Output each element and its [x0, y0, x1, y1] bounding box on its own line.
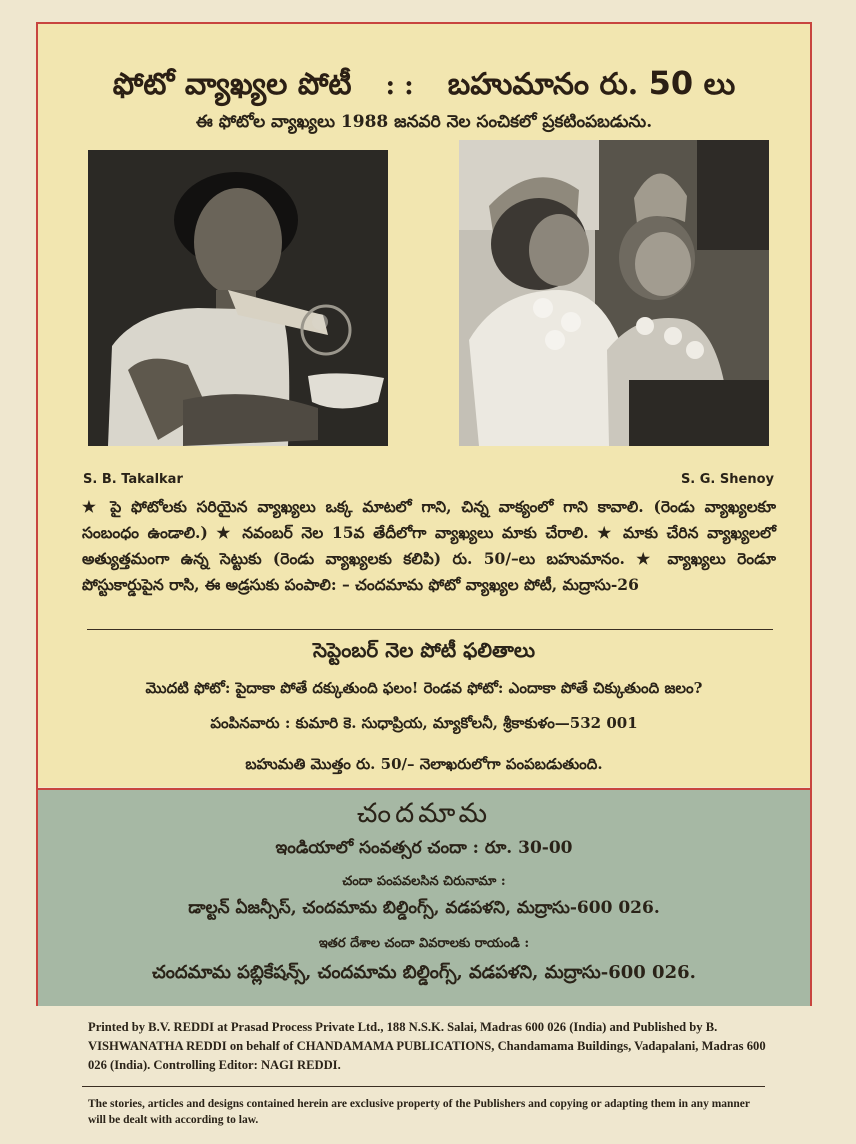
address-heading: చందా పంపవలసిన చిరునామా : — [342, 874, 506, 889]
photo-child-mirror-image — [459, 140, 769, 446]
prize-label — [448, 64, 735, 109]
contest-title-row — [38, 64, 810, 109]
photo-girl-bubble — [88, 150, 388, 446]
results-title: సెప్టెంబర్ నెల పోటీ ఫలితాలు — [312, 638, 535, 662]
contest-title: ఫోటో వ్యాఖ్యల పోటీ — [112, 67, 352, 102]
publications-address: చందమామ పబ్లికేషన్స్, చందమామ బిల్డింగ్స్, వడపళని, మద్రాసు-600 026. — [152, 962, 696, 983]
results-sender: పంపినవారు : కుమారి కె. సుధాప్రియ, మ్యాకోలనీ, శ్రీకాకుళం—532 001 — [210, 714, 638, 732]
section-divider — [87, 629, 773, 630]
photo-caption-contest — [38, 24, 810, 787]
magazine-name: చందమామ — [356, 798, 492, 829]
prize-prefix: బహుమానం రు. — [447, 67, 639, 102]
imprint-divider — [82, 1086, 765, 1087]
contest-subtitle: ఈ ఫోటోల వ్యాఖ్యలు 1988 జనవరి నెల సంచికలో ప్రకటింపబడును. — [195, 112, 653, 132]
india-subscription-rate: ఇండియాలో సంవత్సర చందా : రూ. 30-00 — [275, 838, 573, 858]
photo-credit-right: S. G. Shenoy — [680, 472, 774, 487]
results-winning-captions: మొదటి ఫోటో: పైదాకా పోతే దక్కుతుంది ఫలం! రెండవ ఫోటో: ఎందాకా పోతే చిక్కుతుంది జలం? — [145, 679, 703, 697]
results-prize-note: బహుమతి మొత్తం రు. 50/– నెలాఖరులోగా పంపబడుతుంది. — [245, 755, 603, 773]
subscription-box — [38, 788, 810, 1006]
photo-credit-left: S. B. Takalkar — [83, 472, 183, 487]
foreign-heading: ఇతర దేశాల చందా వివరాలకు రాయండి : — [318, 936, 530, 951]
title-separator: : : — [385, 71, 414, 101]
photo-girl-bubble-image — [88, 150, 388, 446]
contest-rules: ★ పై ఫోటోలకు సరియైన వ్యాఖ్యలు ఒక్క మాటలో గాని, చిన్న వాక్యంలో గాని కావాలి. (రెండు వ్యాఖ్యలకూ సంబంధం ఉండాలి.) ★ నవంబర్ నెల 15వ తేదీలోగా వ్యాఖ్యలు మాకు చేరాలి. ★ మాకు చేరిన వ్యాఖ్యలలో అత్యుత్తమంగా ఉన్న సెట్టుకు (రెండు వ్యాఖ్యలకు కలిపి) రు. 50/–లు బహుమానం. ★ వ్యాఖ్యలు రెండూ పోస్టుకార్డుపైన రాసి, ఈ అడ్రసుకు పంపాలి: – చందమామ ఫోటో వ్యాఖ్యల పోటీ, మద్రాసు-26 — [82, 497, 776, 594]
imprint-notice: Printed by B.V. REDDI at Prasad Process Private Ltd., 188 N.S.K. Salai, Madras 600 026 (India) and Published by B. VISHWANATHA REDDI on behalf of CHANDAMAMA PUBLICATIONS, Chandamama Buildings, Vadapalani, Madras 600 026 (India). Controlling Editor: NAGI REDDI. — [88, 1020, 766, 1072]
subscription-address: డాల్టన్ ఏజన్సీస్, చందమామ బిల్డింగ్స్, వడపళని, మద్రాసు-600 026. — [188, 898, 660, 918]
prize-amount: 50 — [648, 64, 694, 102]
prize-suffix: లు — [703, 67, 736, 102]
copyright-notice: The stories, articles and designs contained herein are exclusive property of the Publishers and copying or adapting them in any manner will be dealt with according to law. — [88, 1098, 750, 1126]
photo-child-mirror — [459, 140, 769, 446]
